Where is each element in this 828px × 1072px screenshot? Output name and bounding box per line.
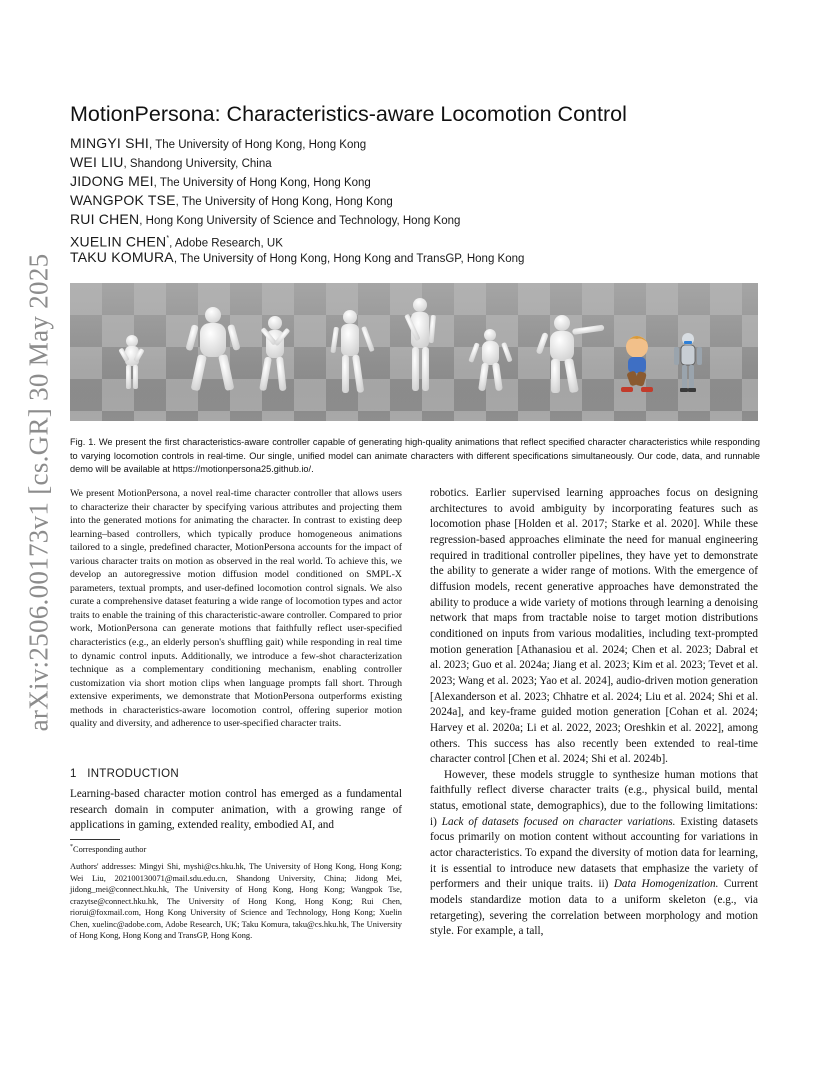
footnote-rule <box>70 839 120 840</box>
body-text: Existing datasets focus primarily on motion content without accounting for variations in actor characteristics. To expand the diversity of motion data for learning, it is essential to introduce new datasets that emphasize the variety of performers and their unique traits. ii) <box>430 815 758 891</box>
corresponding-mark: * <box>166 235 170 242</box>
author-line <box>70 229 790 248</box>
author-affiliation: , Adobe Research, UK <box>169 237 283 250</box>
author-name: WEI LIU <box>70 154 124 170</box>
author-affiliation: , The University of Hong Kong, Hong Kong <box>149 139 367 151</box>
section-number: 1 <box>70 768 77 780</box>
footnote <box>70 842 402 855</box>
author-affiliation: , Hong Kong University of Science and Technology, Hong Kong <box>139 215 461 227</box>
author-addresses: Authors' addresses: Mingyi Shi, myshi@cs.hku.hk, The University of Hong Kong, Hong Kong; Wei Liu, 202100130071@mail.sdu.edu.cn, Shandong University, China; Jidong Mei, jidong_mei@connect.hku.hk, The University of Hong Kong, Hong Kong; Wangpok Tse, crazytse@connect.hku.hk, The University of Hong Kong, Hong Kong; Rui Chen, riorui@foxmail.com, Hong Kong University of Science and Technology, Hong Kong; Xuelin Chen, xuelinc@adobe.com, Adobe Research, UK; Taku Komura, taku@cs.hku.hk, The University of Hong Kong, Hong Kong and TransGP, Hong Kong. <box>70 862 402 941</box>
author-line <box>70 191 790 210</box>
author-name: WANGPOK TSE <box>70 192 176 208</box>
author-name: RUI CHEN <box>70 211 140 227</box>
author-line <box>70 210 790 229</box>
emphasis-text: Lack of datasets focused on character variations. <box>441 815 676 828</box>
author-affiliation: , Shandong University, China <box>123 158 272 170</box>
body-paragraph: robotics. Earlier supervised learning approaches focus on designing architectures to avoid ambiguity by incorporating features such as locomotion phase [Holden et al. 2017; Starke et al. 2020]. While these regression-based approaches eliminate the need for manual engineering required in traditional controller pipelines, they have yet to demonstrate the ability to generate a wider range of motions. With the emergence of diffusion models, recent generative approaches have demonstrated the ability to produce a wide variety of motions through learning a denoising network that maps from tractable noise to target motion distributions conditioned on inputs from various modalities, including text-prompted motion generation [Athanasiou et al. 2024; Chen et al. 2023; Dabral et al. 2023; Guo et al. 2024a; Jiang et al. 2023; Kim et al. 2023; Tevet et al. 2023; Wang et al. 2023; Yao et al. 2024], audio-driven motion generation [Alexanderson et al. 2023; Chhatre et al. 2024; Liu et al. 2024; Shi et al. 2024a], and key-frame guided motion generation [Cohan et al. 2024; Harvey et al. 2020a; Li et al. 2022, 2023; Oreshkin et al. 2022], among others. This success has also recently been extended to real-time character control [Chen et al. 2024; Shi et al. 2024b]. <box>430 487 758 766</box>
teaser-render <box>70 283 758 421</box>
author-affiliation: , The University of Hong Kong, Hong Kong and TransGP, Hong Kong <box>173 253 525 265</box>
author-list <box>70 134 790 267</box>
author-line <box>70 248 790 267</box>
author-line <box>70 153 790 172</box>
author-name: TAKU KOMURA <box>70 249 174 265</box>
arxiv-id-text: arXiv:2506.00173v1 [cs.GR] 30 May 2025 <box>23 253 54 731</box>
section-heading <box>70 768 402 780</box>
section-title: INTRODUCTION <box>87 768 179 780</box>
intro-paragraph: Learning-based character motion control has emerged as a fundamental research domain in computer animation, with a growing range of applications in gaming, extended reality, embodied AI, and <box>70 788 402 832</box>
body-text: However, these models struggle to synthesize human motions that faithfully reflect diverse character traits (e.g., physical build, mental status, emotional state, demographics), due to the following limitations: i) <box>430 768 758 828</box>
author-affiliation: , The University of Hong Kong, Hong Kong <box>153 177 371 189</box>
author-name: JIDONG MEI <box>70 173 154 189</box>
figure-caption: Fig. 1. We present the first characteristics-aware controller capable of generating high-quality animations that reflect specified character characteristics while responding to varying locomotion controls in real-time. Our single, unified model can animate characters with different specifications simultaneously. Our code, data, and runnable demo will be available at https://motionpersona25.github.io/. <box>70 437 760 475</box>
body-text: Current models standardize motion data to a uniform skeleton (e.g., via retargeting), severing the correlation between morphology and motion style. For example, a tall, <box>430 878 758 938</box>
paper-title: MotionPersona: Characteristics-aware Locomotion Control <box>70 102 627 126</box>
footnote-mark: * <box>70 844 73 850</box>
right-column <box>430 486 758 940</box>
author-line <box>70 172 790 191</box>
emphasis-text: Data Homogenization. <box>613 878 719 891</box>
author-line <box>70 134 790 153</box>
author-name: XUELIN CHEN <box>70 233 167 250</box>
abstract: We present MotionPersona, a novel real-time character controller that allows users to characterize their character by specifying various attributes and projecting them into the generated motions for animating the character. In contrast to existing deep learning–based controllers, which typically produce homogeneous animations tailored to a single, predefined character, MotionPersona accounts for the impact of various character traits on motion as observed in the real world. To achieve this, we develop an autoregressive motion diffusion model conditioned on SMPL-X parameters, textual prompts, and user-defined locomotion control signals. We also curate a comprehensive dataset featuring a wide range of locomotion types and actor traits to enable the training of this characteristic-aware controller. Compared to prior work, MotionPersona can generate motions that faithfully reflect user-specified characteristics (e.g., an elderly person's shuffling gait) while responding in real time to dynamic control inputs. Additionally, we introduce a few-shot characterization technique as a complementary conditioning mechanism, enabling controller customization via short motion clips when language prompts fall short. Through extensive experiments, we demonstrate that MotionPersona outperforms existing methods in characteristics-aware locomotion control, offering superior motion quality and diversity, and adherence to user-specified character traits. <box>70 488 402 730</box>
footnote-text: Corresponding author <box>73 844 147 854</box>
body-paragraph <box>430 768 758 940</box>
teaser-figure <box>70 283 758 421</box>
author-name: MINGYI SHI <box>70 135 150 151</box>
arxiv-side-stamp <box>22 253 56 731</box>
author-affiliation: , The University of Hong Kong, Hong Kong <box>175 196 393 208</box>
